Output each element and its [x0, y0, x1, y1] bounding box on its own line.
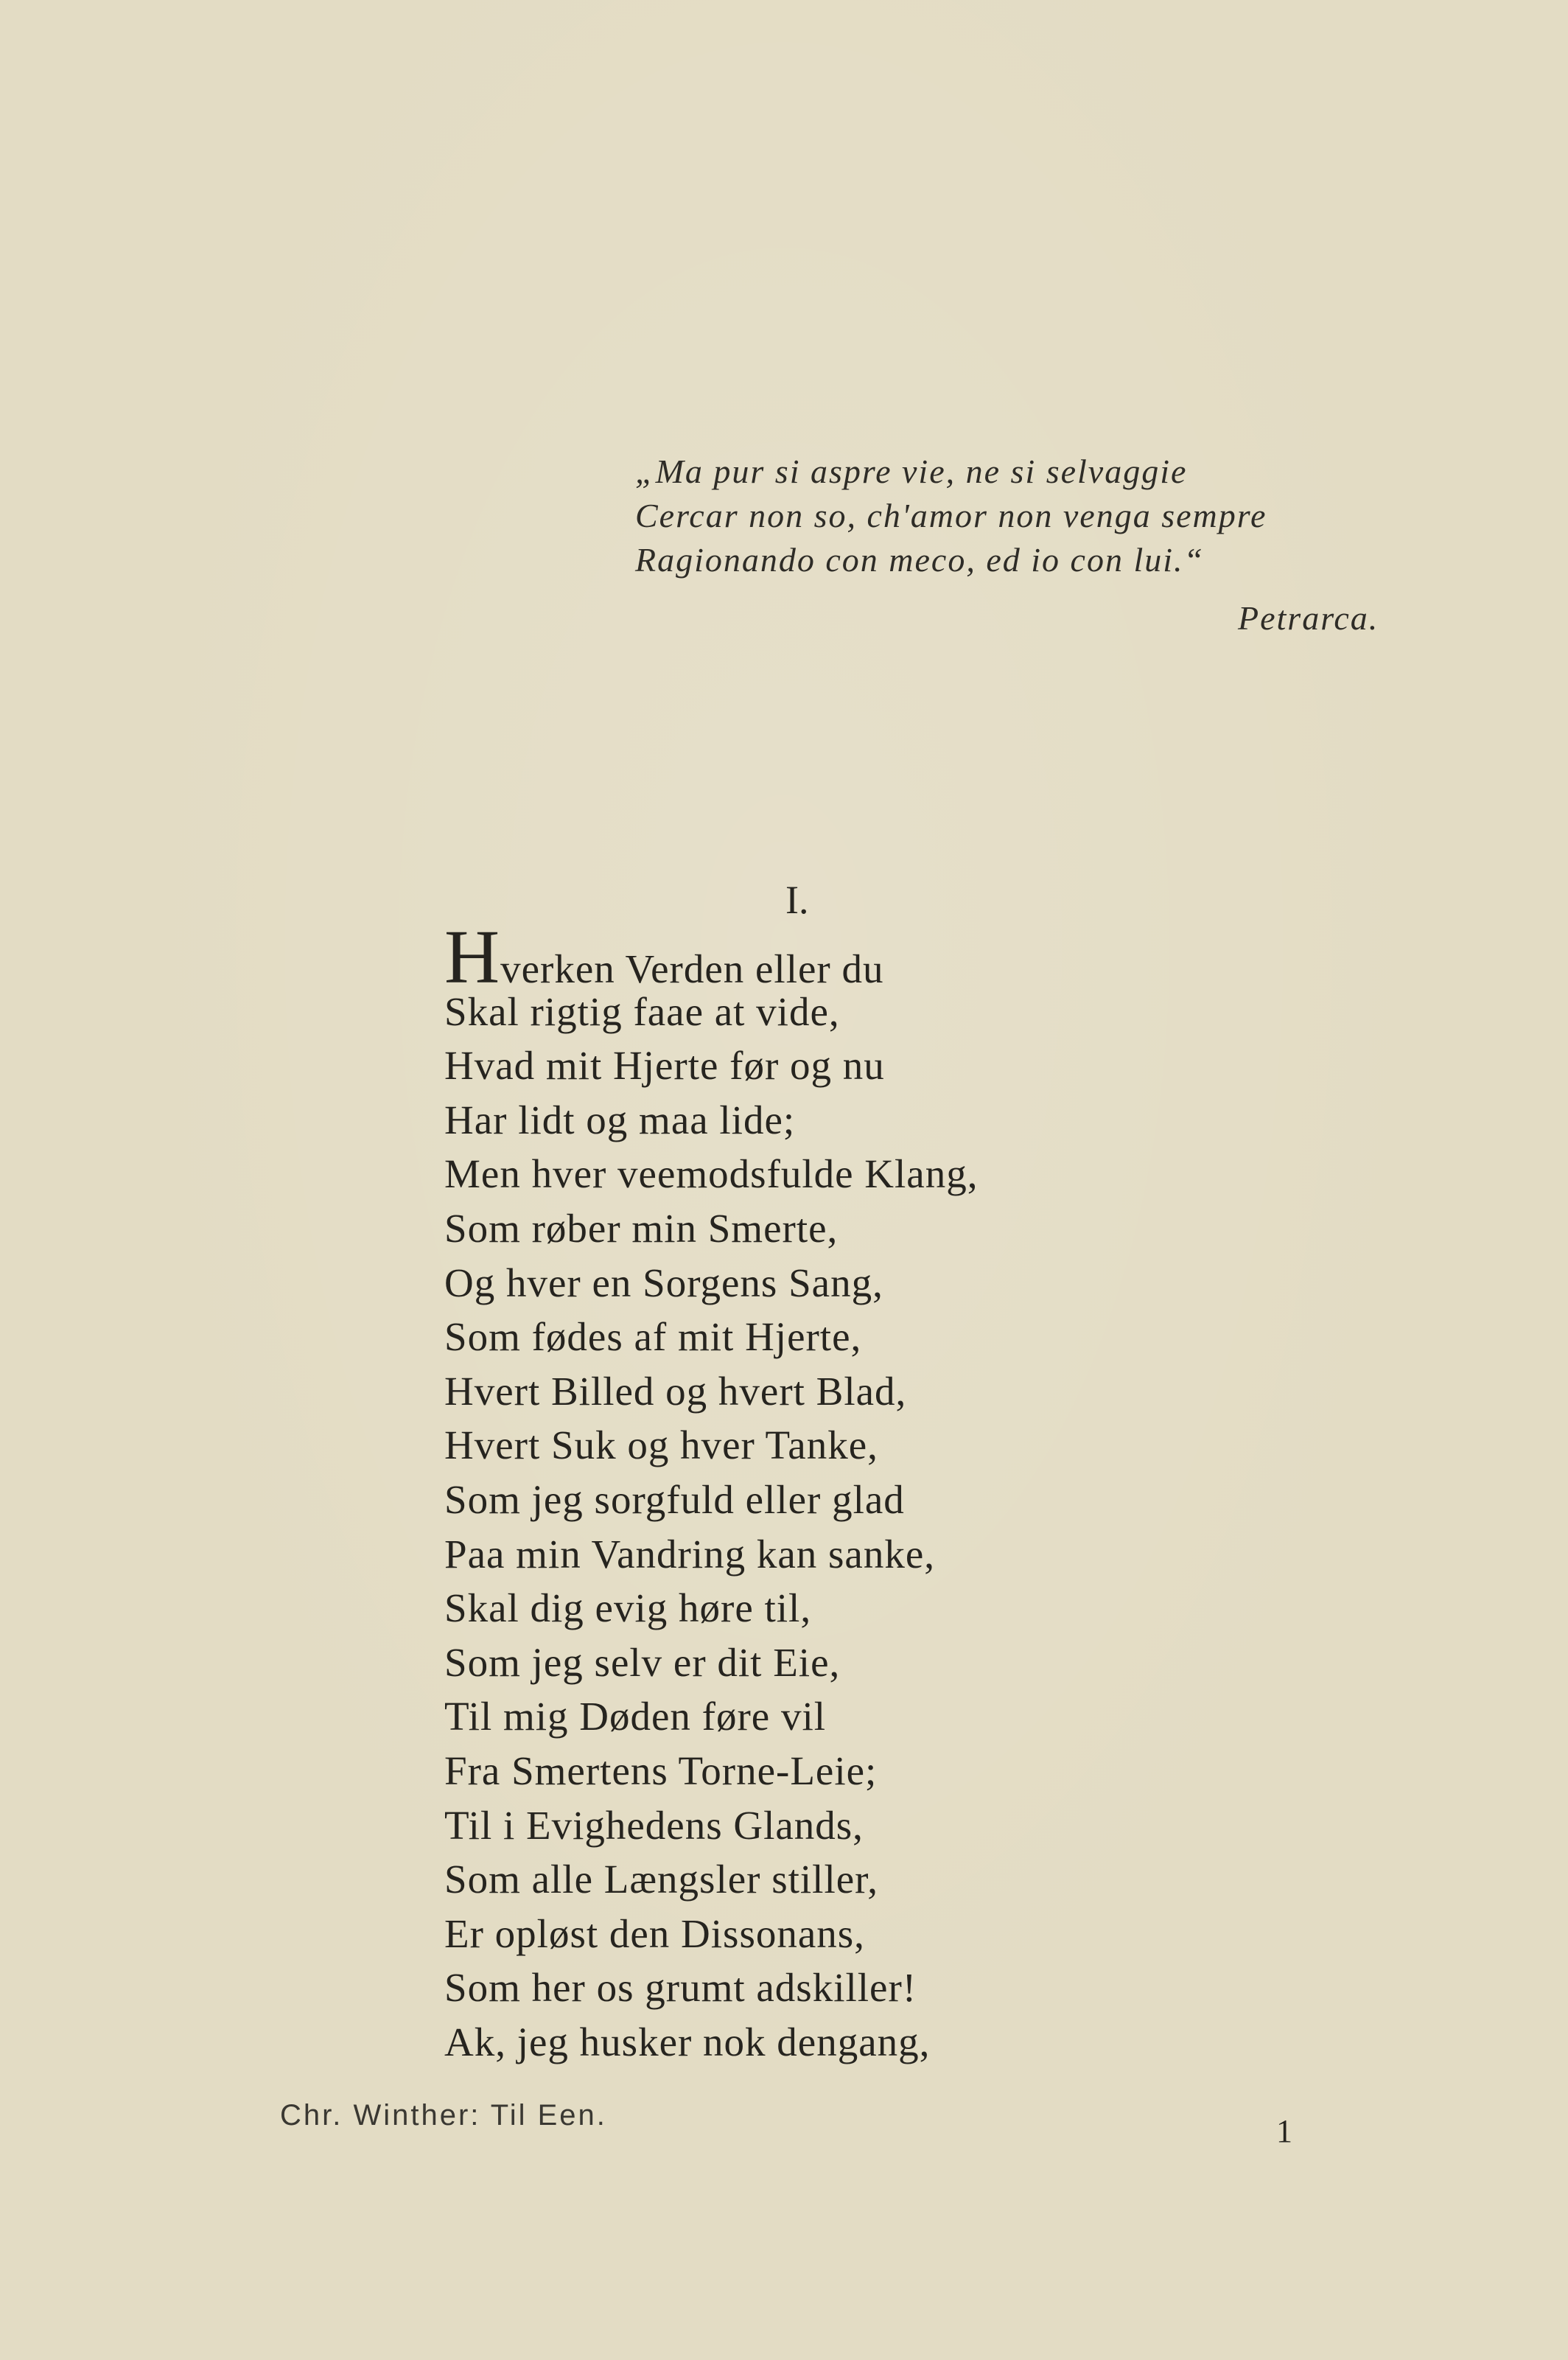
poem-first-line [444, 915, 1329, 999]
poem-line: Til i Evighedens Glands, [444, 1802, 864, 1848]
poem-line: Skal rigtig faae at vide, [444, 988, 840, 1034]
epigraph [635, 450, 1519, 582]
poem-line: Som fødes af mit Hjerte, [444, 1314, 862, 1360]
poem-line: Ak, jeg husker nok dengang, [444, 2019, 931, 2064]
poem-line: Skal dig evig høre til, [444, 1585, 812, 1631]
poem-line: Som her os grumt adskiller! [444, 1965, 917, 2011]
epigraph-line: Ragionando con meco, ed io con lui.“ [635, 541, 1205, 579]
poem-line: Fra Smertens Torne-Leie; [444, 1748, 878, 1793]
poem-first-line-text: verken Verden eller du [500, 946, 884, 991]
poem-line: Hvad mit Hjerte før og nu [444, 1043, 885, 1089]
poem-line: Har lidt og maa lide; [444, 1097, 796, 1142]
drop-cap: H [444, 915, 501, 999]
epigraph-line: Cercar non so, ch'amor non venga sempre [635, 497, 1267, 534]
page-number: 1 [1276, 2113, 1292, 2149]
epigraph-line: „Ma pur si aspre vie, ne si selvaggie [635, 453, 1188, 490]
poem-line: Til mig Døden føre vil [444, 1694, 827, 1739]
poem [444, 915, 1329, 2069]
poem-line: Som alle Længsler stiller, [444, 1857, 878, 1902]
poem-line: Som jeg selv er dit Eie, [444, 1639, 841, 1685]
poem-line: Hvert Billed og hvert Blad, [444, 1368, 907, 1414]
section-number: I. [785, 878, 809, 922]
poem-line: Som røber min Smerte, [444, 1205, 839, 1251]
poem-line: Som jeg sorgfuld eller glad [444, 1476, 905, 1522]
footer-signature: Chr. Winther: Til Een. [280, 2099, 607, 2132]
poem-line: Hvert Suk og hver Tanke, [444, 1422, 878, 1468]
poem-line: Paa min Vandring kan sanke, [444, 1531, 935, 1577]
epigraph-attribution: Petrarca. [1238, 599, 1379, 637]
poem-line: Og hver en Sorgens Sang, [444, 1260, 883, 1305]
poem-line: Men hver veemodsfulde Klang, [444, 1151, 979, 1197]
poem-line: Er opløst den Dissonans, [444, 1910, 865, 1956]
